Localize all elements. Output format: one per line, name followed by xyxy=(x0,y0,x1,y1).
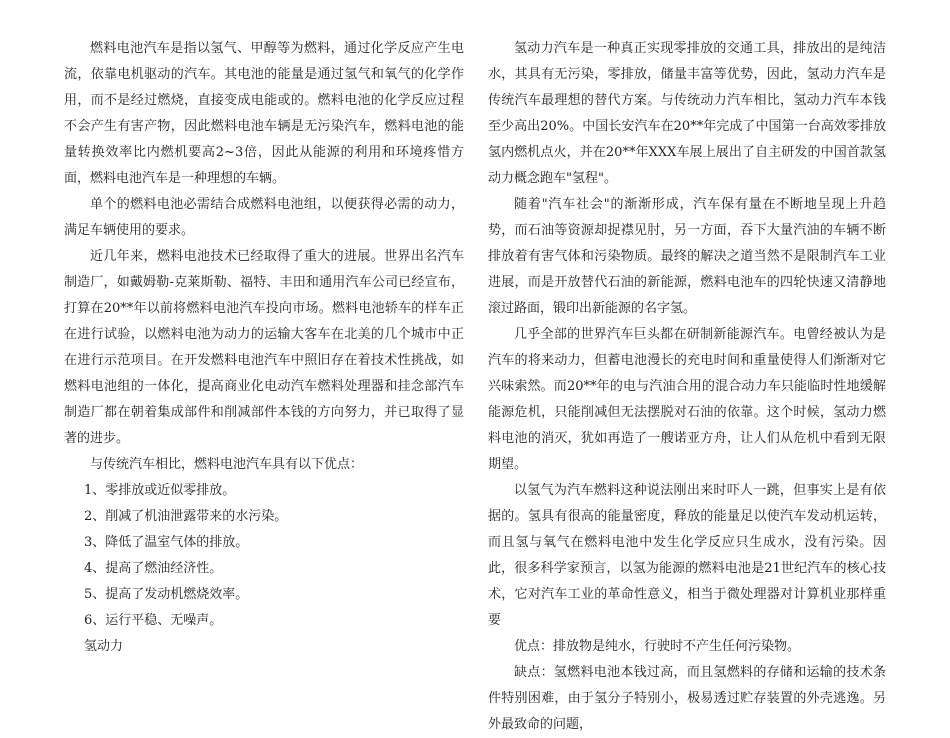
paragraph: 优点：排放物是纯水，行驶时不产生任何污染物。 xyxy=(514,639,801,654)
right-column xyxy=(488,36,886,738)
list-item: 5、提高了发动机燃烧效率。 xyxy=(84,587,249,602)
list-item: 4、提高了燃油经济性。 xyxy=(84,561,223,576)
list-item: 6、运行平稳、无噪声。 xyxy=(84,613,223,628)
list-item: 1、零排放或近似零排放。 xyxy=(84,483,236,498)
paragraph: 近几年来，燃料电池技术已经取得了重大的进展。世界出名汽车制造厂，如戴姆勒-克莱斯勒、福特、丰田和通用汽车公司已经宣布，打算在20**年以前将燃料电池汽车投向市场。燃料电池轿车的样车正在进行试验，以燃料电池为动力的运输大客车在北美的几个城市中正在进行示范项目。在开发燃料电池汽车中照旧存在着技术性挑战，如燃料电池组的一体化，提高商业化电动汽车燃料处理器和挂念部汽车制造厂都在朝着集成部件和削减部件本钱的方向努力，并已取得了显著的进步。 xyxy=(64,249,464,446)
paragraph: 以氢气为汽车燃料这种说法刚出来时吓人一跳，但事实上是有依据的。氢具有很高的能量密度，释放的能量足以使汽车发动机运转，而且氢与氧气在燃料电池中发生化学反应只生成水，没有污染。因此，很多科学家预言，以氢为能源的燃料电池是21世纪汽车的核心技术，它对汽车工业的革命性意义，相当于微处理器对计算机业那样重要 xyxy=(488,483,886,628)
left-column xyxy=(64,36,464,660)
paragraph: 几乎全部的世界汽车巨头都在研制新能源汽车。电曾经被认为是汽车的将来动力，但蓄电池漫长的充电时间和重量使得人们渐渐对它兴味索然。而20**年的电与汽油合用的混合动力车只能临时性地缓解能源危机，只能削减但无法摆脱对石油的依靠。这个时候，氢动力燃料电池的消灭，犹如再造了一艘诺亚方舟，让人们从危机中看到无限期望。 xyxy=(488,327,886,472)
list-item: 2、削减了机油泄露带来的水污染。 xyxy=(84,509,288,524)
list-item: 3、降低了温室气体的排放。 xyxy=(84,535,249,550)
paragraph: 缺点：氢燃料电池本钱过高，而且氢燃料的存储和运输的技术条件特别困难，由于氢分子特别小，极易透过贮存装置的外壳逃逸。另外最致命的问题， xyxy=(488,665,886,732)
paragraph: 燃料电池汽车是指以氢气、甲醇等为燃料，通过化学反应产生电流，依靠电机驱动的汽车。其电池的能量是通过氢气和氧气的化学作用，而不是经过燃烧，直接变成电能或的。燃料电池的化学反应过程不会产生有害产物，因此燃料电池车辆是无污染汽车，燃料电池的能量转换效率比内燃机要高2~3倍，因此从能源的利用和环境疼惜方面，燃料电池汽车是一种理想的车辆。 xyxy=(64,41,464,186)
section-heading: 氢动力 xyxy=(84,639,124,654)
paragraph: 随着"汽车社会"的渐渐形成，汽车保有量在不断地呈现上升趋势，而石油等资源却捉襟见肘，另一方面，吞下大量汽油的车辆不断排放着有害气体和污染物质。最终的解决之道当然不是限制汽车工业进展，而是开放替代石油的新能源，燃料电池车的四轮快速又清静地滚过路面，锻印出新能源的名字氢。 xyxy=(488,197,886,316)
paragraph: 单个的燃料电池必需结合成燃料电池组，以便获得必需的动力，满足车辆使用的要求。 xyxy=(64,197,464,238)
paragraph: 氢动力汽车是一种真正实现零排放的交通工具，排放出的是纯洁水，其具有无污染，零排放，储量丰富等优势，因此，氢动力汽车是传统汽车最理想的替代方案。与传统动力汽车相比，氢动力汽车本钱至少高出20%。中国长安汽车在20**年完成了中国第一台高效零排放氢内燃机点火，并在20**年XXX车展上展出了自主研发的中国首款氢动力概念跑车"氢程"。 xyxy=(488,41,886,186)
paragraph: 与传统汽车相比，燃料电池汽车具有以下优点： xyxy=(90,457,364,472)
